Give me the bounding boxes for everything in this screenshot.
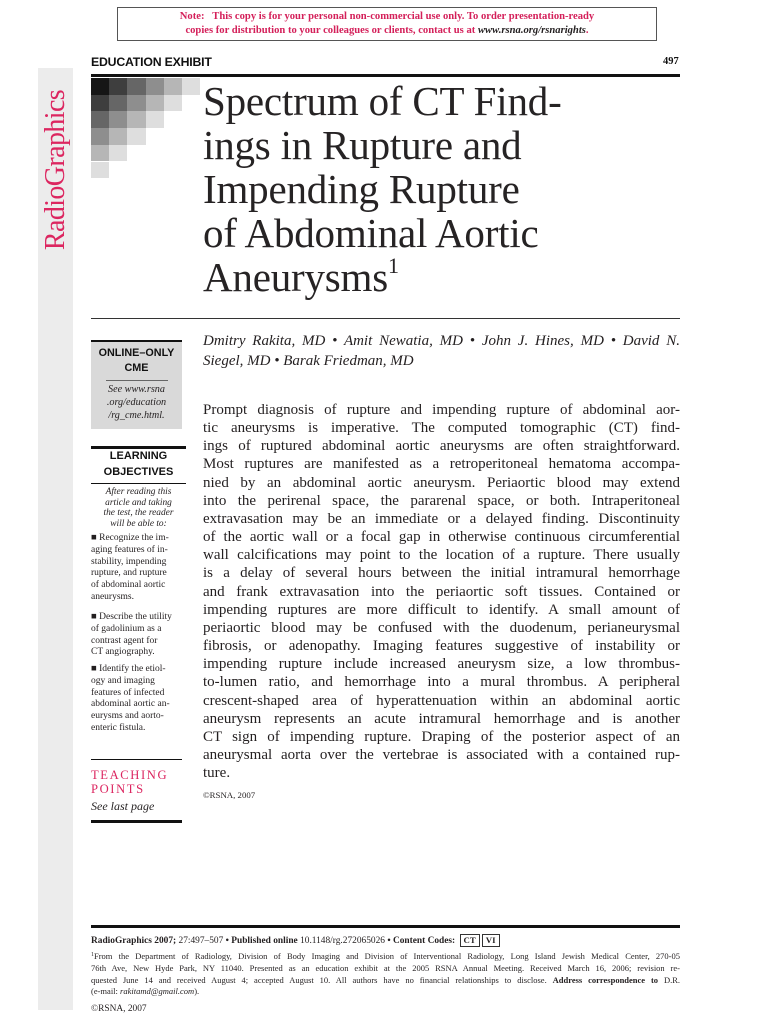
abstract-line: ings of ruptured abdominal aortic aneurysms are often straightforward. <box>203 438 680 455</box>
title-line <box>203 255 562 299</box>
teaching-heading-line: TEACHING <box>91 768 169 782</box>
usage-notice <box>117 7 657 41</box>
gradient-square <box>109 111 127 128</box>
notice-text-2: copies for distribution to your colleagues or clients, contact us at <box>185 24 476 36</box>
objective-line: features of infected <box>91 687 165 698</box>
author-list <box>203 332 680 371</box>
abstract-line: into the perirenal space, the pararenal space, or both. Intraperitoneal <box>203 492 680 509</box>
abstract-line: wall calcifications may point to the location of a rupture. There usually <box>203 547 680 564</box>
objectives-heading-line: LEARNING <box>109 450 168 462</box>
objectives-rule-bottom <box>91 483 186 484</box>
title-footnote-mark: 1 <box>387 253 399 278</box>
gradient-square <box>91 128 109 145</box>
intro-line: the test, the reader <box>103 508 174 518</box>
journal-citation: RadioGraphics 2007; <box>91 936 177 946</box>
title-rule <box>91 318 680 319</box>
objective-line: aneurysms. <box>91 591 135 602</box>
author-line: Siegel, MD • Barak Friedman, MD <box>203 352 414 369</box>
footnote-line: 76th Ave, New Hyde Park, NY 11040. Presented as an education exhibit at the 2005 RSNA Annual Meeting. Received March 16, 2006; revision re- <box>91 962 680 973</box>
cme-link-line[interactable]: See www.rsna <box>108 384 165 395</box>
notice-end: . <box>585 24 589 36</box>
title-line: ings in Rupture and <box>203 122 522 168</box>
published-label: • Published online <box>225 936 298 946</box>
correspondence-label: Address correspondence to <box>552 974 659 985</box>
gradient-square <box>146 95 164 112</box>
email-link[interactable]: rakitamd@gmail.com <box>120 986 195 997</box>
abstract-line: is a delay of several hours between the initial intramural hemorrhage <box>203 565 680 582</box>
volume-pages: 27:497–507 <box>178 936 224 946</box>
content-code-badge: VI <box>482 934 500 947</box>
content-code-badge: CT <box>460 934 480 947</box>
objective-line: ■ Recognize the im- <box>91 533 169 543</box>
gradient-square <box>91 95 109 112</box>
cme-link-line[interactable]: /rg_cme.html. <box>108 409 165 421</box>
abstract-line: and frank extravasation into the periaortic soft tissues. Contained or <box>203 583 680 600</box>
title-last-word: Aneurysms <box>203 254 388 300</box>
gradient-square <box>91 111 109 128</box>
footnote-text: ). <box>194 986 200 997</box>
abstract-line: impending ruptures are more difficult to identify. A small amount of <box>203 601 680 618</box>
footnote-text: From the Department of Radiology, Division of Body Imaging and Division of Interventional Radiology, Long Island Jewish Medical Center, 270-05 <box>94 951 680 961</box>
gradient-square <box>91 145 109 162</box>
objective-line: stability, impending <box>91 556 167 567</box>
cme-divider <box>106 380 168 381</box>
objective-line: CT angiography. <box>91 647 155 658</box>
footer-copyright: ©RSNA, 2007 <box>91 1004 147 1014</box>
gradient-square <box>91 162 109 179</box>
cme-heading: ONLINE–ONLY <box>98 347 175 359</box>
teaching-points-heading <box>91 768 186 796</box>
objectives-heading <box>91 449 186 480</box>
title-line: Spectrum of CT Find- <box>203 78 562 124</box>
abstract-copyright: ©RSNA, 2007 <box>203 790 256 800</box>
gradient-square <box>127 111 145 128</box>
cme-box <box>91 342 182 429</box>
cme-heading: CME <box>124 362 149 374</box>
abstract-line: periaortic blood may be confused with the duodenum, perianeurysmal <box>203 619 680 636</box>
gradient-square <box>127 95 145 112</box>
abstract-line: CT sign of impending rupture. Draping of the posterior aspect of an <box>203 728 680 745</box>
gradient-square <box>109 95 127 112</box>
gradient-square <box>127 128 145 145</box>
citation-line <box>91 934 500 948</box>
objective-item <box>91 533 183 604</box>
teaching-points-note: See last page <box>91 799 155 813</box>
footnote-line <box>91 951 680 963</box>
teaching-rule-bottom <box>91 820 182 823</box>
gradient-square <box>164 78 182 95</box>
notice-label: Note: <box>179 11 205 22</box>
gradient-square <box>109 78 127 95</box>
section-label: EDUCATION EXHIBIT <box>91 55 212 69</box>
objectives-intro <box>91 487 186 529</box>
header-rule <box>91 74 680 77</box>
abstract-line: nied by an abdominal aortic aneurysm. Periaortic blood may extend <box>203 474 680 491</box>
title-line: Impending Rupture <box>203 166 520 212</box>
intro-line: will be able to: <box>110 518 167 529</box>
abstract-line: extravasation may be an immediate or a delayed finding. Discontinuity <box>203 510 680 527</box>
abstract-line: of the aortic wall or a focal gap in otherwise continuous circumferential <box>203 529 680 546</box>
gradient-square-decoration <box>91 78 201 178</box>
abstract-line: impending rupture include increased aneurysm size, a low thrombus- <box>203 656 680 673</box>
objective-line: aging features of in- <box>91 544 168 555</box>
abstract-line: to-lumen ratio, and hemorrhage into a mural thrombus. A peripheral <box>203 674 680 691</box>
page-number: 497 <box>663 56 679 67</box>
journal-logo: RadioGraphics <box>40 89 71 251</box>
content-codes-label: • Content Codes: <box>387 936 456 946</box>
abstract-line: Prompt diagnosis of rupture and impending rupture of abdominal aor- <box>203 402 680 418</box>
abstract <box>203 401 680 782</box>
intro-line: article and taking <box>105 497 172 508</box>
objective-line: contrast agent for <box>91 635 158 646</box>
footnote-text: D.R. <box>663 974 681 985</box>
doi-link[interactable]: 10.1148/rg.272065026 <box>300 936 385 946</box>
footer-rule <box>91 925 680 928</box>
abstract-line: Most ruptures are manifested as a retroperitoneal hematoma accompa- <box>203 456 680 473</box>
objective-line: enteric fistula. <box>91 722 146 733</box>
objective-line: ogy and imaging <box>91 675 155 686</box>
objective-line: ■ Describe the utility <box>91 612 172 622</box>
gradient-square <box>146 111 164 128</box>
footnote-line <box>91 975 680 987</box>
notice-line-1 <box>118 10 656 24</box>
gradient-square <box>182 78 200 95</box>
footnote-mark: 1 <box>91 952 94 958</box>
objective-line: ■ Identify the etiol- <box>91 664 166 674</box>
footnote-text: quested June 14 and received August 4; accepted August 10. All authors have no financial relationships to disclose. <box>91 974 547 985</box>
objective-item <box>91 612 183 659</box>
teaching-rule-top <box>91 759 182 760</box>
footnote-line <box>91 986 680 998</box>
objective-line: abdominal aortic an- <box>91 699 170 710</box>
article-title <box>203 79 562 299</box>
teaching-heading-line: POINTS <box>91 782 145 796</box>
gradient-square <box>164 95 182 112</box>
abstract-line: tic aneurysms is imperative. The computed tomographic (CT) find- <box>203 420 680 437</box>
abstract-line: ture. <box>203 765 231 782</box>
gradient-square <box>109 128 127 145</box>
objective-line: rupture, and rupture <box>91 568 167 579</box>
affiliation-footnote <box>91 951 680 998</box>
gradient-square <box>146 78 164 95</box>
abstract-line: aneurysmal aorta over the vertebrae is associated with a contained rup- <box>203 746 680 763</box>
intro-line: After reading this <box>105 487 172 497</box>
abstract-line: fibrosis, or adenopathy. Imaging features suggestive of instability or <box>203 638 680 655</box>
author-line: Dmitry Rakita, MD • Amit Newatia, MD • John J. Hines, MD • David N. <box>203 333 680 349</box>
gradient-square <box>127 78 145 95</box>
notice-line-2 <box>118 24 656 38</box>
notice-text-1: This copy is for your personal non-commercial use only. To order presentation-ready <box>212 11 595 22</box>
title-line: of Abdominal Aortic <box>203 210 539 256</box>
gradient-square <box>109 145 127 162</box>
rights-link[interactable]: www.rsna.org/rsnarights <box>477 24 586 36</box>
objective-line: eurysms and aorto- <box>91 711 164 722</box>
objective-line: of abdominal aortic <box>91 580 166 591</box>
objectives-heading-line: OBJECTIVES <box>103 465 174 478</box>
gradient-square <box>91 78 109 95</box>
objective-line: of gadolinium as a <box>91 623 162 634</box>
cme-link-line[interactable]: .org/education <box>106 396 167 408</box>
abstract-line: aneurysm represents an acute intramural hemorrhage and is another <box>203 710 680 727</box>
objective-item <box>91 664 183 735</box>
abstract-line: crescent-shaped area of hyperattenuation within an abdominal aortic <box>203 692 680 709</box>
footnote-text: (e-mail: <box>91 986 118 997</box>
